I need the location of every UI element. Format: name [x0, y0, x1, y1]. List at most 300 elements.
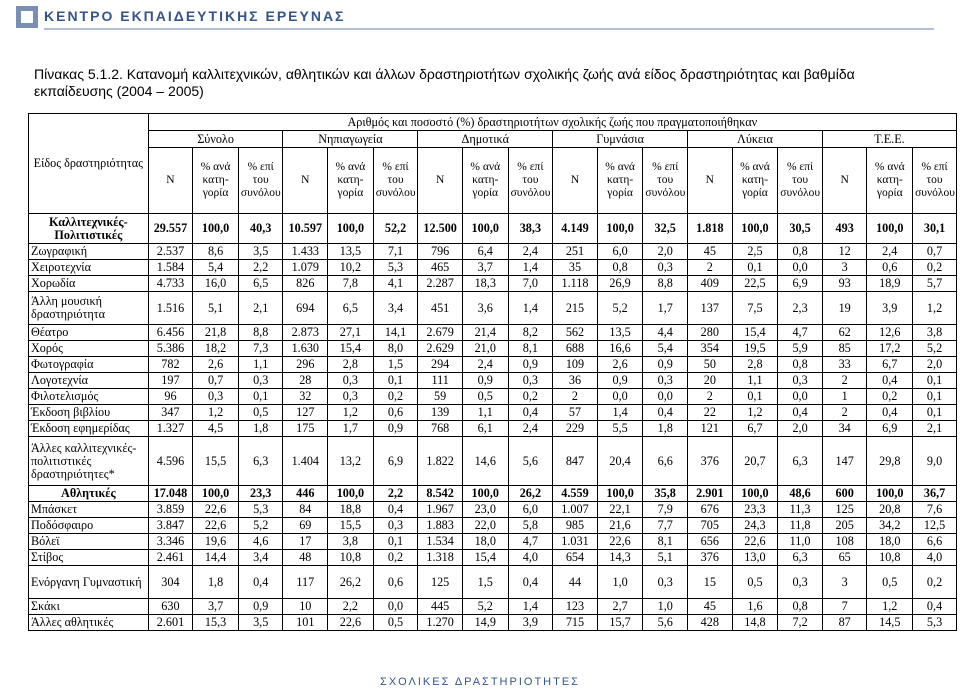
cell-value: 8,1: [508, 341, 553, 357]
cell-value: 0,2: [373, 550, 418, 566]
cell-value: 7,3: [238, 341, 283, 357]
row-label: Χορός: [29, 341, 149, 357]
cell-value: 6,9: [373, 437, 418, 486]
cell-value: 0,6: [867, 260, 913, 276]
cell-value: 0,1: [732, 260, 778, 276]
cell-value: 127: [283, 405, 328, 421]
cell-value: 9,0: [913, 437, 957, 486]
cell-value: 2.287: [418, 276, 463, 292]
cell-value: 3: [822, 260, 867, 276]
table-row: [29, 325, 957, 341]
cell-value: 14,1: [373, 325, 418, 341]
sub-header-pct-category: % ανά κατη- γορία: [597, 148, 643, 214]
cell-value: 4,7: [508, 534, 553, 550]
cell-value: 16,6: [597, 341, 643, 357]
cell-value: 2: [822, 373, 867, 389]
cell-value: 0,4: [508, 566, 553, 599]
cell-value: 0,1: [373, 373, 418, 389]
cell-value: 22,6: [193, 502, 239, 518]
cell-value: 10,8: [328, 550, 374, 566]
cell-value: 2,3: [778, 292, 823, 325]
cell-value: 14,4: [193, 550, 239, 566]
sub-header-n: N: [283, 148, 328, 214]
cell-value: 715: [553, 615, 598, 631]
cell-value: 11,0: [778, 534, 823, 550]
row-label: Έκδοση εφημερίδας: [29, 421, 149, 437]
group-header: Γυμνάσια: [553, 131, 688, 148]
cell-value: 1.822: [418, 437, 463, 486]
cell-value: 4.733: [148, 276, 193, 292]
cell-value: 0,8: [778, 244, 823, 260]
cell-value: 2,8: [732, 357, 778, 373]
cell-value: 0,3: [643, 373, 688, 389]
cell-value: 1,6: [732, 599, 778, 615]
row-label: Στίβος: [29, 550, 149, 566]
row-label: Άλλη μουσική δραστηριότητα: [29, 292, 149, 325]
cell-value: 175: [283, 421, 328, 437]
cell-value: 22,6: [732, 534, 778, 550]
cell-value: 20,8: [867, 502, 913, 518]
cell-value: 0,8: [597, 260, 643, 276]
cell-value: 205: [822, 518, 867, 534]
cell-value: 0,9: [597, 373, 643, 389]
cell-value: 69: [283, 518, 328, 534]
cell-value: 2,0: [778, 421, 823, 437]
row-label: Φωτογραφία: [29, 357, 149, 373]
org-name: ΚΕΝΤΡΟ ΕΚΠΑΙΔΕΥΤΙΚΗΣ ΕΡΕΥΝΑΣ: [44, 8, 346, 24]
cell-value: 12,5: [913, 518, 957, 534]
cell-value: 0,6: [373, 566, 418, 599]
table-row: [29, 357, 957, 373]
row-label: Ποδόσφαιρο: [29, 518, 149, 534]
cell-value: 15,4: [462, 550, 508, 566]
cell-value: 1,2: [193, 405, 239, 421]
cell-value: 100,0: [597, 486, 643, 502]
cell-value: 8,8: [238, 325, 283, 341]
cell-value: 2,2: [328, 599, 374, 615]
cell-value: 45: [688, 599, 733, 615]
cell-value: 7: [822, 599, 867, 615]
cell-value: 6,6: [643, 437, 688, 486]
cell-value: 7,9: [643, 502, 688, 518]
cell-value: 3,9: [508, 615, 553, 631]
table-row: [29, 292, 957, 325]
cell-value: 3,7: [193, 599, 239, 615]
cell-value: 1.516: [148, 292, 193, 325]
cell-value: 2,7: [597, 599, 643, 615]
cell-value: 3,5: [238, 244, 283, 260]
sub-header-pct-category: % ανά κατη- γορία: [867, 148, 913, 214]
cell-value: 36: [553, 373, 598, 389]
cell-value: 100,0: [597, 214, 643, 244]
cell-value: 4,0: [913, 550, 957, 566]
cell-value: 705: [688, 518, 733, 534]
cell-value: 14,3: [597, 550, 643, 566]
cell-value: 19,5: [732, 341, 778, 357]
cell-value: 676: [688, 502, 733, 518]
table-row: [29, 550, 957, 566]
cell-value: 3,4: [373, 292, 418, 325]
cell-value: 1.534: [418, 534, 463, 550]
cell-value: 0,4: [867, 373, 913, 389]
cell-value: 1.883: [418, 518, 463, 534]
cell-value: 1,1: [238, 357, 283, 373]
cell-value: 1.318: [418, 550, 463, 566]
header-rule: [44, 28, 934, 30]
cell-value: 4,4: [643, 325, 688, 341]
cell-value: 23,3: [732, 502, 778, 518]
cell-value: 1,8: [643, 421, 688, 437]
cell-value: 2,4: [508, 421, 553, 437]
cell-value: 18,0: [867, 534, 913, 550]
cell-value: 26,2: [508, 486, 553, 502]
cell-value: 34: [822, 421, 867, 437]
cell-value: 100,0: [193, 486, 239, 502]
cell-value: 1,8: [238, 421, 283, 437]
cell-value: 0,2: [913, 260, 957, 276]
cell-value: 8,0: [373, 341, 418, 357]
cell-value: 2: [688, 389, 733, 405]
cell-value: 1,5: [462, 566, 508, 599]
cell-value: 125: [418, 566, 463, 599]
cell-value: 3,6: [462, 292, 508, 325]
table-row: [29, 276, 957, 292]
cell-value: 7,5: [732, 292, 778, 325]
cell-value: 0,9: [238, 599, 283, 615]
cell-value: 15: [688, 566, 733, 599]
cell-value: 445: [418, 599, 463, 615]
cell-value: 2.537: [148, 244, 193, 260]
row-label: Σκάκι: [29, 599, 149, 615]
cell-value: 3,4: [238, 550, 283, 566]
cell-value: 409: [688, 276, 733, 292]
table-row: [29, 244, 957, 260]
cell-value: 0,5: [867, 566, 913, 599]
cell-value: 0,4: [778, 405, 823, 421]
cell-value: 0,3: [508, 373, 553, 389]
cell-value: 3,9: [867, 292, 913, 325]
cell-value: 6,1: [462, 421, 508, 437]
cell-value: 6,3: [238, 437, 283, 486]
cell-value: 0,3: [328, 373, 374, 389]
cell-value: 0,2: [867, 389, 913, 405]
cell-value: 10,8: [867, 550, 913, 566]
cell-value: 11,3: [778, 502, 823, 518]
cell-value: 21,4: [462, 325, 508, 341]
cell-value: 1,2: [328, 405, 374, 421]
cell-value: 15,3: [193, 615, 239, 631]
cell-value: 137: [688, 292, 733, 325]
cell-value: 21,8: [193, 325, 239, 341]
cell-value: 24,3: [732, 518, 778, 534]
cell-value: 18,8: [328, 502, 374, 518]
cell-value: 7,2: [778, 615, 823, 631]
cell-value: 4,0: [508, 550, 553, 566]
cell-value: 630: [148, 599, 193, 615]
cell-value: 0,3: [778, 373, 823, 389]
cell-value: 100,0: [867, 486, 913, 502]
row-label: Χειροτεχνία: [29, 260, 149, 276]
cell-value: 2,4: [462, 357, 508, 373]
cell-value: 28: [283, 373, 328, 389]
cell-value: 19,6: [193, 534, 239, 550]
cell-value: 5,8: [508, 518, 553, 534]
cell-value: 2: [688, 260, 733, 276]
group-header: Σύνολο: [148, 131, 283, 148]
cell-value: 1,2: [913, 292, 957, 325]
cell-value: 14,8: [732, 615, 778, 631]
cell-value: 3.859: [148, 502, 193, 518]
cell-value: 0,0: [778, 260, 823, 276]
cell-value: 29.557: [148, 214, 193, 244]
table-head: [29, 114, 957, 214]
cell-value: 87: [822, 615, 867, 631]
cell-value: 2,4: [508, 244, 553, 260]
cell-value: 5,5: [597, 421, 643, 437]
cell-value: 6,3: [778, 437, 823, 486]
cell-value: 7,6: [913, 502, 957, 518]
cell-value: 688: [553, 341, 598, 357]
cell-value: 0,1: [373, 534, 418, 550]
cell-value: 280: [688, 325, 733, 341]
cell-value: 4.149: [553, 214, 598, 244]
cell-value: 2,6: [193, 357, 239, 373]
cell-value: 17,2: [867, 341, 913, 357]
row-label: Θέατρο: [29, 325, 149, 341]
cell-value: 0,1: [238, 389, 283, 405]
cell-value: 2,8: [328, 357, 374, 373]
cell-value: 14,6: [462, 437, 508, 486]
cell-value: 44: [553, 566, 598, 599]
cell-value: 18,0: [462, 534, 508, 550]
cell-value: 847: [553, 437, 598, 486]
cell-value: 23,0: [462, 502, 508, 518]
cell-value: 22,6: [597, 534, 643, 550]
row-label: Μπάσκετ: [29, 502, 149, 518]
cell-value: 6,3: [778, 550, 823, 566]
cell-value: 15,5: [328, 518, 374, 534]
row-label: Αθλητικές: [29, 486, 149, 502]
group-header: Τ.Ε.Ε.: [822, 131, 956, 148]
cell-value: 2.679: [418, 325, 463, 341]
cell-value: 7,1: [373, 244, 418, 260]
cell-value: 15,4: [328, 341, 374, 357]
cell-value: 5,1: [643, 550, 688, 566]
cell-value: 100,0: [193, 214, 239, 244]
cell-value: 1,5: [373, 357, 418, 373]
sub-header-pct-total: % επί του συνόλου: [373, 148, 418, 214]
cell-value: 1,1: [462, 405, 508, 421]
cell-value: 32,5: [643, 214, 688, 244]
group-header: Λύκεια: [688, 131, 823, 148]
cell-value: 2.461: [148, 550, 193, 566]
sub-header-pct-category: % ανά κατη- γορία: [462, 148, 508, 214]
cell-value: 8,1: [643, 534, 688, 550]
table-row: [29, 260, 957, 276]
cell-value: 4,7: [778, 325, 823, 341]
page-header: [0, 0, 960, 34]
table-row: [29, 214, 957, 244]
cell-value: 11,8: [778, 518, 823, 534]
cell-value: 8,6: [193, 244, 239, 260]
cell-value: 229: [553, 421, 598, 437]
cell-value: 1,2: [867, 599, 913, 615]
cell-value: 10.597: [283, 214, 328, 244]
cell-value: 21,0: [462, 341, 508, 357]
cell-value: 0,9: [462, 373, 508, 389]
cell-value: 57: [553, 405, 598, 421]
cell-value: 768: [418, 421, 463, 437]
table-row: [29, 389, 957, 405]
cell-value: 6,7: [867, 357, 913, 373]
cell-value: 2,5: [732, 244, 778, 260]
cell-value: 22,1: [597, 502, 643, 518]
cell-value: 347: [148, 405, 193, 421]
page-footer: ΣΧΟΛΙΚΕΣ ΔΡΑΣΤΗΡΙΟΤΗΤΕΣ: [380, 676, 580, 688]
cell-value: 0,0: [597, 389, 643, 405]
cell-value: 22: [688, 405, 733, 421]
cell-value: 493: [822, 214, 867, 244]
cell-value: 1.584: [148, 260, 193, 276]
cell-value: 4.596: [148, 437, 193, 486]
sub-header-n: N: [688, 148, 733, 214]
table-row: [29, 341, 957, 357]
cell-value: 4,5: [193, 421, 239, 437]
cell-value: 0,3: [193, 389, 239, 405]
cell-value: 782: [148, 357, 193, 373]
cell-value: 16,0: [193, 276, 239, 292]
cell-value: 12: [822, 244, 867, 260]
cell-value: 33: [822, 357, 867, 373]
cell-value: 5,1: [193, 292, 239, 325]
table-row: [29, 421, 957, 437]
row-label: Χορωδία: [29, 276, 149, 292]
cell-value: 36,7: [913, 486, 957, 502]
cell-value: 2,0: [643, 244, 688, 260]
caption-text: Κατανομή καλλιτεχνικών, αθλητικών και άλλων δραστηριοτήτων σχολικής ζωής ανά είδος δραστηριότητας και βαθμίδα εκπαίδευσης (2004 – 2005): [34, 66, 855, 99]
cell-value: 139: [418, 405, 463, 421]
cell-value: 147: [822, 437, 867, 486]
row-label: Άλλες αθλητικές: [29, 615, 149, 631]
group-header: Νηπιαγωγεία: [283, 131, 418, 148]
cell-value: 376: [688, 437, 733, 486]
row-label: Λογοτεχνία: [29, 373, 149, 389]
cell-value: 5,6: [643, 615, 688, 631]
cell-value: 100,0: [328, 214, 374, 244]
cell-value: 100,0: [867, 214, 913, 244]
cell-value: 694: [283, 292, 328, 325]
row-label: Έκδοση βιβλίου: [29, 405, 149, 421]
cell-value: 10: [283, 599, 328, 615]
cell-value: 59: [418, 389, 463, 405]
cell-value: 6,9: [867, 421, 913, 437]
cell-value: 0,8: [778, 357, 823, 373]
cell-value: 35: [553, 260, 598, 276]
cell-value: 5,9: [778, 341, 823, 357]
cell-value: 18,3: [462, 276, 508, 292]
cell-value: 1.967: [418, 502, 463, 518]
cell-value: 100,0: [462, 214, 508, 244]
cell-value: 14,9: [462, 615, 508, 631]
cell-value: 0,4: [238, 566, 283, 599]
cell-value: 0,1: [913, 405, 957, 421]
cell-value: 2,2: [238, 260, 283, 276]
cell-value: 30,1: [913, 214, 957, 244]
cell-value: 85: [822, 341, 867, 357]
cell-value: 1: [822, 389, 867, 405]
cell-value: 1.818: [688, 214, 733, 244]
cell-value: 0,7: [913, 244, 957, 260]
sub-header-pct-total: % επί του συνόλου: [238, 148, 283, 214]
cell-value: 3,8: [913, 325, 957, 341]
cell-value: 2,0: [913, 357, 957, 373]
table-row: [29, 373, 957, 389]
cell-value: 35,8: [643, 486, 688, 502]
cell-value: 22,6: [328, 615, 374, 631]
cell-value: 19: [822, 292, 867, 325]
cell-value: 1.031: [553, 534, 598, 550]
cell-value: 1.327: [148, 421, 193, 437]
sub-header-pct-category: % ανά κατη- γορία: [328, 148, 374, 214]
cell-value: 1,7: [643, 292, 688, 325]
cell-value: 0,9: [643, 357, 688, 373]
cell-value: 109: [553, 357, 598, 373]
cell-value: 1,7: [328, 421, 374, 437]
cell-value: 796: [418, 244, 463, 260]
sub-header-n: N: [553, 148, 598, 214]
cell-value: 0,9: [373, 421, 418, 437]
cell-value: 38,3: [508, 214, 553, 244]
group-header-row: [29, 131, 957, 148]
cell-value: 6,5: [238, 276, 283, 292]
cell-value: 3,8: [328, 534, 374, 550]
cell-value: 18,9: [867, 276, 913, 292]
cell-value: 3.847: [148, 518, 193, 534]
cell-value: 5,2: [913, 341, 957, 357]
cell-value: 108: [822, 534, 867, 550]
cell-value: 15,5: [193, 437, 239, 486]
cell-value: 6,5: [328, 292, 374, 325]
caption-label: Πίνακας 5.1.2.: [34, 66, 123, 82]
cell-value: 0,8: [778, 599, 823, 615]
cell-value: 12,6: [867, 325, 913, 341]
cell-value: 5,2: [597, 292, 643, 325]
cell-value: 17.048: [148, 486, 193, 502]
cell-value: 100,0: [732, 486, 778, 502]
sub-header-n: N: [418, 148, 463, 214]
cell-value: 27,1: [328, 325, 374, 341]
cell-value: 451: [418, 292, 463, 325]
cell-value: 251: [553, 244, 598, 260]
sub-header-pct-category: % ανά κατη- γορία: [732, 148, 778, 214]
row-label: Φιλοτελισμός: [29, 389, 149, 405]
cell-value: 197: [148, 373, 193, 389]
cell-value: 125: [822, 502, 867, 518]
sub-header-pct-total: % επί του συνόλου: [643, 148, 688, 214]
cell-value: 1.118: [553, 276, 598, 292]
cell-value: 428: [688, 615, 733, 631]
sub-header-n: N: [148, 148, 193, 214]
cell-value: 0,3: [643, 260, 688, 276]
table-caption: [34, 66, 934, 100]
cell-value: 376: [688, 550, 733, 566]
cell-value: 1,2: [732, 405, 778, 421]
cell-value: 8.542: [418, 486, 463, 502]
table-row: [29, 599, 957, 615]
cell-value: 294: [418, 357, 463, 373]
cell-value: 0,0: [643, 389, 688, 405]
sub-header-row: [29, 148, 957, 214]
